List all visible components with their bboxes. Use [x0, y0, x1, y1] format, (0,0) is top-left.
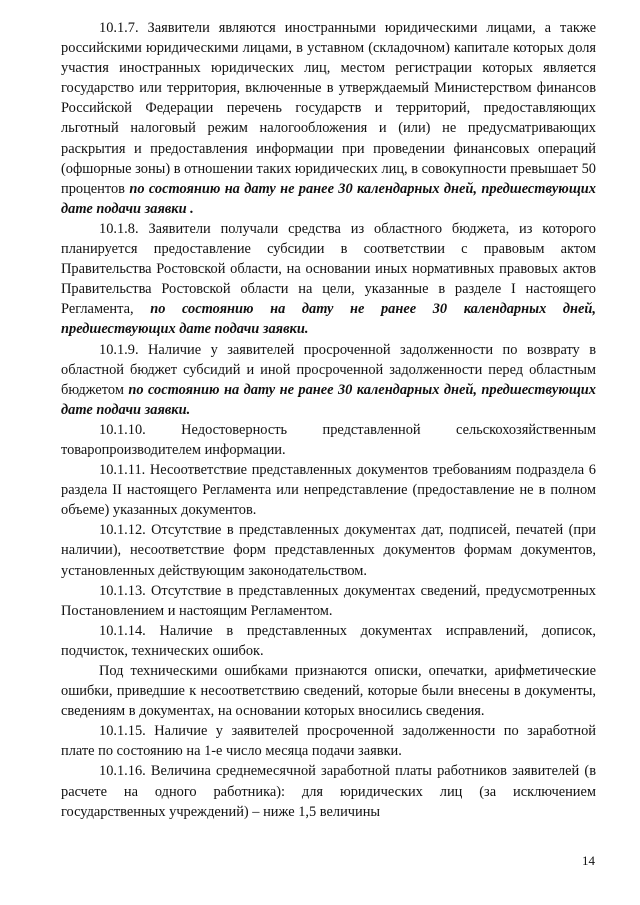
paragraph-10-1-9 [61, 340, 596, 420]
paragraph-technical-errors [61, 661, 596, 721]
paragraph-text: 10.1.16. Величина среднемесячной заработной платы работников заявителей (в расчете на одного работника): для юридических лиц (за исключением государственных учреждений) – ниже 1,5 величины [61, 763, 596, 820]
paragraph-text: 10.1.11. Несоответствие представленных документов требованиям подраздела 6 раздела II настоящего Регламента или непредставление (предоставление не в полном объеме) указанных документов. [61, 462, 596, 519]
paragraph-10-1-14 [61, 621, 596, 661]
paragraph-emphasis: по состоянию на дату не ранее 30 календарных дней, предшествующих дате подачи заявки. [61, 301, 596, 338]
paragraph-emphasis: по состоянию на дату не ранее 30 календарных дней, предшествующих дате подачи заявки. [61, 381, 597, 418]
page-number: 14 [582, 853, 595, 868]
paragraph-text: 10.1.15. Наличие у заявителей просроченной задолженности по заработной плате по состоянию на 1-е число месяца подачи заявки. [61, 723, 596, 760]
paragraph-10-1-15 [61, 721, 596, 761]
paragraph-text: 10.1.13. Отсутствие в представленных документах сведений, предусмотренных Постановлением и настоящим Регламентом. [61, 582, 596, 619]
paragraph-text: Под техническими ошибками признаются описки, опечатки, арифметические ошибки, приведшие к несоответствию сведений, которые были внесены в документы, сведениям в документах, на основании которых вносились сведения. [61, 663, 596, 720]
paragraph-10-1-11 [61, 460, 596, 520]
document-body [61, 18, 596, 822]
paragraph-10-1-16 [61, 761, 596, 821]
paragraph-10-1-8 [61, 219, 596, 340]
paragraph-text: 10.1.14. Наличие в представленных документах исправлений, дописок, подчисток, технических ошибок. [61, 622, 596, 659]
paragraph-emphasis: по состоянию на дату не ранее 30 календарных дней, предшествующих дате подачи заявки . [61, 180, 596, 217]
paragraph-text: 10.1.10. Недостоверность представленной сельскохозяйственным товаропроизводителем информации. [61, 421, 596, 458]
paragraph-10-1-13 [61, 581, 596, 621]
paragraph-10-1-12 [61, 520, 596, 580]
paragraph-text: 10.1.7. Заявители являются иностранными юридическими лицами, а также российскими юридическими лицами, в уставном (складочном) капитале которых доля участия иностранных юридических лиц, местом регистрации которых является государство или территория, включенные в утверждаемый Министерством финансов Российской Федерации перечень государств и территорий, предоставляющих льготный налоговый режим налогообложения и (или) не предусматривающих раскрытия и предоставления информации при проведении финансовых операций (офшорные зоны) в отношении таких юридических лиц, в совокупности превышает 50 процентов [61, 20, 596, 197]
paragraph-text: 10.1.9. Наличие у заявителей просроченной задолженности по возврату в областной бюджет субсидий и иной просроченной задолженности перед областным бюджетом [61, 341, 596, 398]
paragraph-text: 10.1.12. Отсутствие в представленных документах дат, подписей, печатей (при наличии), несоответствие форм представленных документов формам документов, установленных действующим законодательством. [61, 522, 596, 579]
paragraph-10-1-10 [61, 420, 596, 460]
paragraph-text: 10.1.8. Заявители получали средства из областного бюджета, из которого планируется предоставление субсидии в соответствии с правовым актом Правительства Ростовской области, на основании иных нормативных правовых актов Правительства Ростовской области на цели, указанные в разделе I настоящего Регламента, [61, 220, 596, 318]
paragraph-10-1-7 [61, 18, 596, 219]
